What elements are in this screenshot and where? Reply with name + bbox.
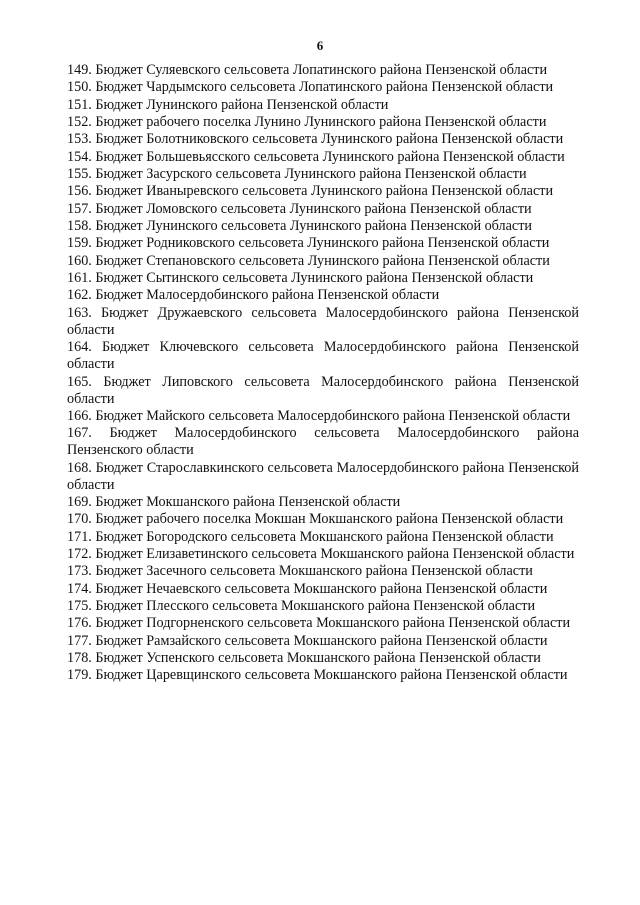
list-item: 179. Бюджет Царевщинского сельсовета Мокшанского района Пензенской области	[67, 667, 568, 684]
list-item: 151. Бюджет Лунинского района Пензенской области	[67, 96, 389, 113]
budget-list	[67, 62, 579, 685]
list-item: 178. Бюджет Успенского сельсовета Мокшанского района Пензенской области	[67, 649, 541, 666]
list-item: 177. Бюджет Рамзайского сельсовета Мокшанского района Пензенской области	[67, 632, 548, 649]
list-item: 162. Бюджет Малосердобинского района Пензенской области	[67, 287, 440, 304]
list-item: 164. Бюджет Ключевского сельсовета Малосердобинского района Пензенской области	[67, 339, 579, 373]
list-item: 157. Бюджет Ломовского сельсовета Лунинского района Пензенской области	[67, 200, 532, 217]
list-item: 159. Бюджет Родниковского сельсовета Лунинского района Пензенской области	[67, 235, 550, 252]
list-item: 153. Бюджет Болотниковского сельсовета Лунинского района Пензенской области	[67, 131, 564, 148]
list-item: 166. Бюджет Майского сельсовета Малосердобинского района Пензенской области	[67, 407, 571, 424]
list-item: 168. Бюджет Старославкинского сельсовета Малосердобинского района Пензенской области	[67, 459, 579, 493]
page-number: 6	[316, 38, 324, 53]
list-item: 154. Бюджет Большевьясского сельсовета Лунинского района Пензенской области	[67, 148, 565, 165]
list-item: 155. Бюджет Засурского сельсовета Лунинского района Пензенской области	[67, 166, 527, 183]
list-item: 152. Бюджет рабочего поселка Лунино Лунинского района Пензенской области	[67, 114, 547, 131]
list-item: 150. Бюджет Чардымского сельсовета Лопатинского района Пензенской области	[67, 79, 554, 96]
list-item: 175. Бюджет Плесского сельсовета Мокшанского района Пензенской области	[67, 597, 536, 614]
list-item: 173. Бюджет Засечного сельсовета Мокшанского района Пензенской области	[67, 563, 533, 580]
list-item: 160. Бюджет Степановского сельсовета Лунинского района Пензенской области	[67, 252, 550, 269]
list-item: 158. Бюджет Лунинского сельсовета Лунинского района Пензенской области	[67, 218, 533, 235]
list-item: 174. Бюджет Нечаевского сельсовета Мокшанского района Пензенской области	[67, 580, 548, 597]
list-item: 161. Бюджет Сытинского сельсовета Лунинского района Пензенской области	[67, 270, 534, 287]
list-item: 172. Бюджет Елизаветинского сельсовета Мокшанского района Пензенской области	[67, 545, 575, 562]
list-item: 171. Бюджет Богородского сельсовета Мокшанского района Пензенской области	[67, 528, 554, 545]
list-item: 163. Бюджет Дружаевского сельсовета Малосердобинского района Пензенской области	[67, 304, 579, 338]
list-item: 169. Бюджет Мокшанского района Пензенской области	[67, 493, 401, 510]
list-item: 165. Бюджет Липовского сельсовета Малосердобинского района Пензенской области	[67, 373, 579, 407]
list-item: 167. Бюджет Малосердобинского сельсовета Малосердобинского района Пензенского области	[67, 425, 579, 459]
list-item: 149. Бюджет Суляевского сельсовета Лопатинского района Пензенской области	[67, 62, 548, 78]
list-item: 170. Бюджет рабочего поселка Мокшан Мокшанского района Пензенской области	[67, 511, 564, 528]
list-item: 156. Бюджет Иваныревского сельсовета Лунинского района Пензенской области	[67, 183, 554, 200]
list-item: 176. Бюджет Подгорненского сельсовета Мокшанского района Пензенской области	[67, 615, 571, 632]
